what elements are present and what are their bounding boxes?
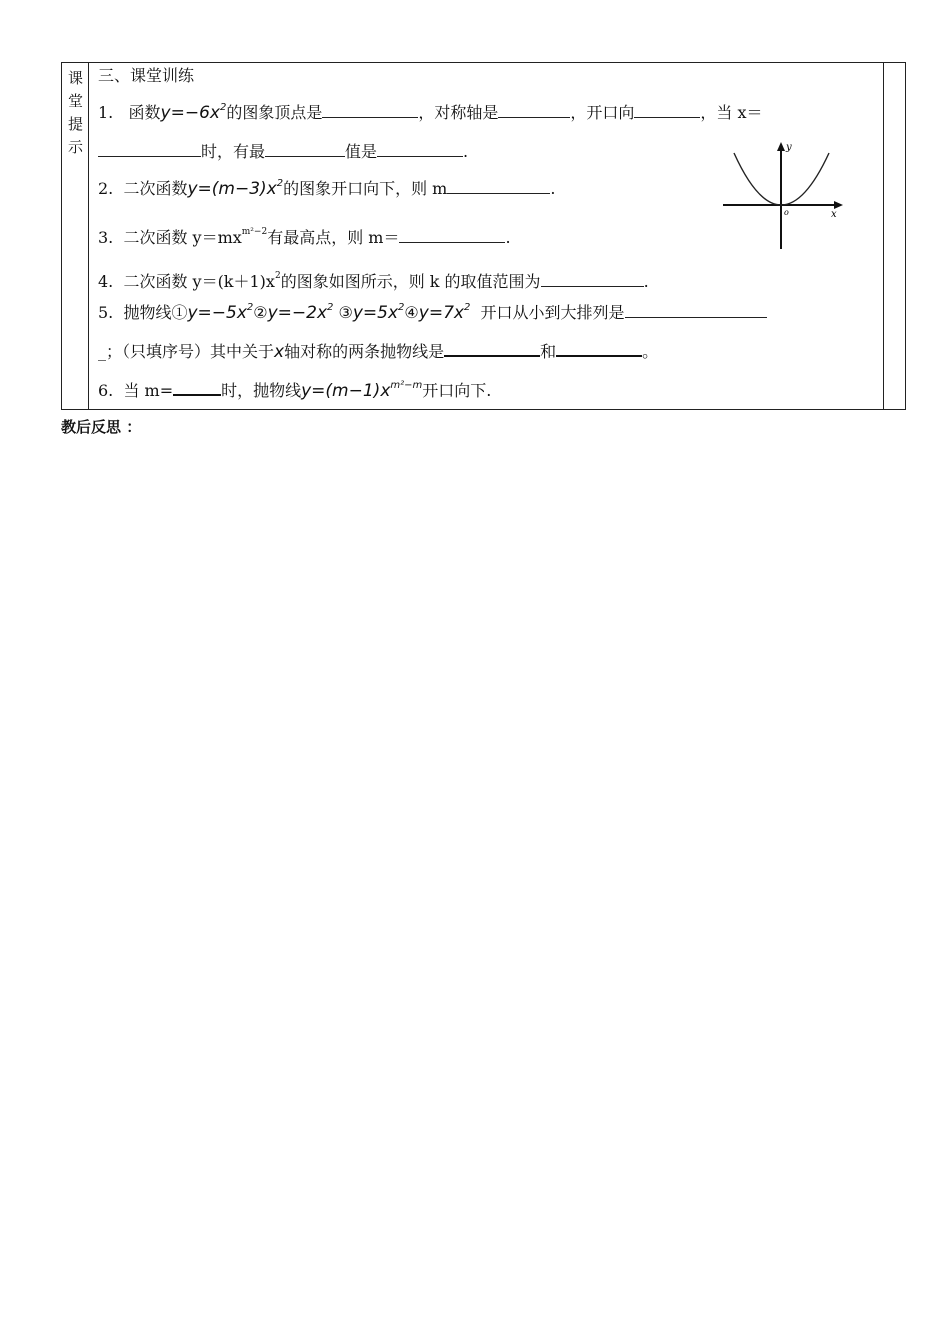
answer-blank[interactable]: [98, 142, 201, 157]
post-lesson-reflection: 教后反思 ：: [61, 418, 142, 436]
question-3: 3. 二次函数 $y=mx^{m^2-2}$有最高点，则 m＝ .: [98, 227, 511, 247]
formula: $y=-2x^2$: [267, 302, 334, 323]
answer-blank[interactable]: [173, 380, 221, 396]
side-char: 堂: [67, 92, 83, 110]
answer-blank[interactable]: [634, 103, 700, 118]
answer-blank[interactable]: [444, 341, 540, 357]
answer-blank[interactable]: [541, 272, 644, 287]
formula: $y=7x^2$: [418, 302, 471, 323]
question-1-continued: 时，有最 值是 .: [98, 141, 468, 163]
side-label-column: [62, 63, 89, 409]
question-5-continued: _；（只填序号）其中关于x轴对称的两条抛物线是 和 。: [98, 342, 659, 362]
x-axis-arrow-icon: [834, 201, 843, 209]
answer-blank[interactable]: [625, 303, 767, 318]
section-title: 三、课堂训练: [98, 66, 195, 85]
side-char: 提: [67, 115, 83, 133]
answer-blank[interactable]: [556, 341, 642, 357]
question-4: 4. 二次函数 $y=(k+1)x^2$的图象如图所示，则 k 的取值范围为 .: [98, 271, 649, 291]
side-char: 示: [67, 138, 83, 156]
formula: $y=(m-1)x^{m^2-m}$: [301, 380, 423, 401]
answer-blank[interactable]: [322, 103, 418, 118]
formula: $y=-5x^2$: [187, 302, 254, 323]
formula: $y=5x^2$: [352, 302, 405, 323]
exercise-table: [61, 62, 906, 410]
right-margin-column: [883, 63, 905, 409]
question-1: 1. 函数$y=-6x^2$的图象顶点是 ，对称轴是 ，开口向 ，当 x＝: [98, 102, 763, 123]
answer-blank[interactable]: [498, 103, 570, 118]
side-char: 课: [67, 69, 83, 87]
x-axis-label: x: [831, 209, 837, 220]
answer-blank[interactable]: [265, 142, 345, 157]
formula: $y=-6x^2$: [160, 102, 227, 123]
question-5: 5. 抛物线$①y=-5x^2②y=-2x^2$ $③y=5x^2④y=7x^2$ 开口从小到大排列是: [98, 297, 767, 324]
parabola-graph: [721, 139, 846, 251]
answer-blank[interactable]: [447, 179, 550, 194]
y-axis-label: y: [786, 142, 792, 153]
origin-label: o: [784, 208, 789, 217]
answer-blank[interactable]: [399, 228, 505, 243]
question-6: 6. 当 m= 时，抛物线$y=(m-1)x^{m^2-m}$开口向下.: [98, 380, 492, 401]
answer-blank[interactable]: [377, 142, 463, 157]
formula: $y=(m-3)x^2$: [187, 178, 284, 199]
question-2: 2. 二次函数$y=(m-3)x^2$的图象开口向下，则 m .: [98, 178, 556, 199]
y-axis-arrow-icon: [777, 142, 785, 151]
